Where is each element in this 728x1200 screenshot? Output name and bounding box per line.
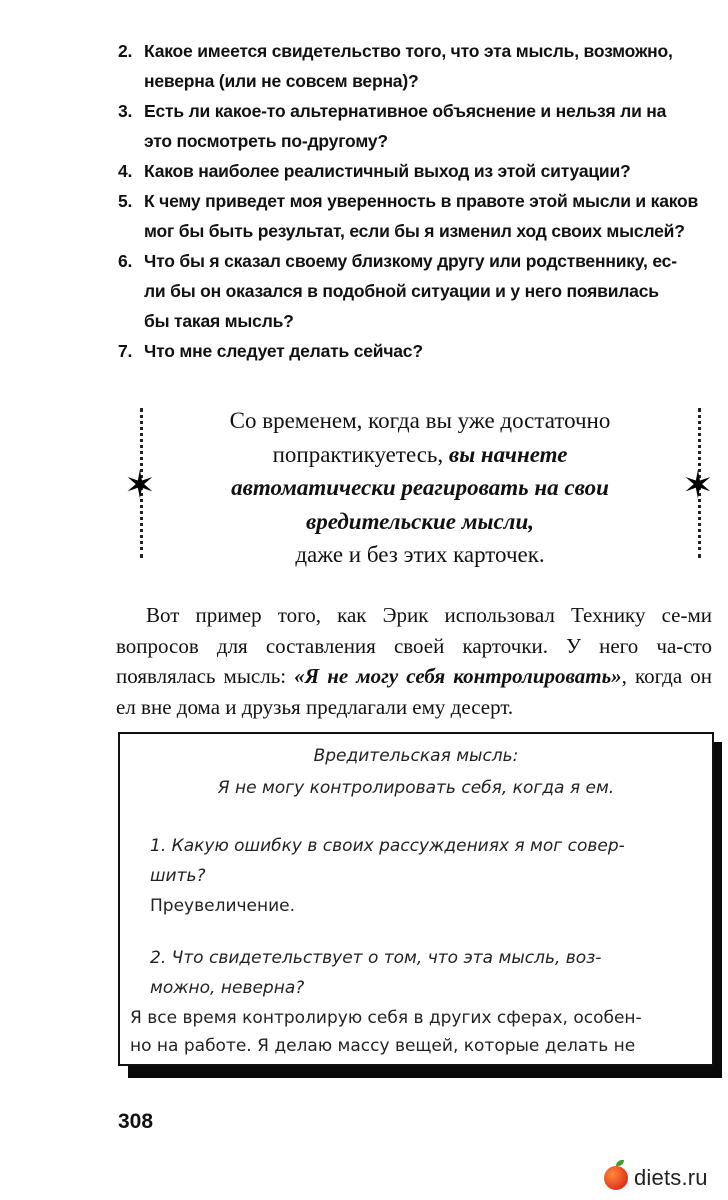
- list-text-line: Что бы я сказал своему близкому другу или родственнику, ес-: [144, 251, 677, 271]
- list-text-line: Какое имеется свидетельство того, что эта мысль, возможно,: [144, 41, 673, 61]
- list-item: [114, 36, 726, 96]
- card-question: шить?: [150, 866, 206, 886]
- callout-emphasis: вредительские мысли,: [305, 508, 535, 534]
- list-number: 3.: [118, 101, 133, 121]
- list-item: [114, 96, 726, 156]
- star-icon: ✶: [124, 463, 156, 507]
- callout-emphasis: вы начнете: [448, 441, 568, 467]
- list-number: 4.: [118, 161, 133, 181]
- list-text-line: К чему приведет моя уверенность в правоте этой мысли и каков: [144, 191, 699, 211]
- thought-card: [118, 732, 714, 1066]
- callout-emphasis: автоматически реагировать на свои: [231, 475, 609, 500]
- list-item: [114, 336, 726, 366]
- body-paragraph: [116, 600, 712, 722]
- paragraph-text: Вот пример того, как Эрик использовал Технику се-ми вопросов для составления своей карточки. У него ча-сто появлялась мысль:: [116, 603, 712, 688]
- list-text-line: бы такая мысль?: [144, 311, 294, 331]
- card-answer: Я все время контролирую себя в других сферах, особен-: [130, 1008, 642, 1028]
- site-watermark: [604, 1160, 726, 1196]
- list-text-line: ли бы он оказался в подобной ситуации и у него появилась: [144, 281, 659, 301]
- card-question: 2. Что свидетельствует о том, что эта мысль, воз-: [150, 948, 602, 968]
- list-text-line: неверна (или не совсем верна)?: [144, 71, 419, 91]
- paragraph-quote: «Я не могу себя контролировать»: [294, 664, 622, 688]
- card-question: 1. Какую ошибку в своих рассуждениях я мог совер-: [150, 836, 625, 856]
- watermark-text: diets.ru: [634, 1165, 708, 1190]
- list-item: [114, 246, 726, 336]
- list-number: 2.: [118, 41, 133, 61]
- card-thought: Я не могу контролировать себя, когда я ем.: [217, 778, 615, 798]
- list-item: [114, 156, 726, 186]
- callout-plain: попрактикуетесь,: [272, 441, 449, 467]
- callout-line: [160, 438, 680, 472]
- card-title: Вредительская мысль:: [313, 746, 519, 766]
- card-question: можно, неверна?: [150, 978, 305, 998]
- list-number: 7.: [118, 341, 133, 361]
- apple-logo-icon: [604, 1166, 628, 1190]
- callout-box: [120, 400, 720, 572]
- list-text-line: это посмотреть по-другому?: [144, 131, 388, 151]
- paragraph-text: , когда он ел вне дома и друзья предлагали ему десерт.: [116, 664, 712, 719]
- page-number: 308: [118, 1110, 154, 1133]
- list-number: 6.: [118, 251, 133, 271]
- callout-line: Со временем, когда вы уже достаточно: [229, 408, 611, 433]
- card-answer: но на работе. Я делаю массу вещей, которые делать не: [130, 1036, 636, 1056]
- star-icon: ✶: [682, 463, 714, 507]
- list-text-line: Есть ли какое-то альтернативное объяснение и нельзя ли на: [144, 101, 667, 121]
- card-answer: Преувеличение.: [150, 896, 296, 916]
- callout-line: даже и без этих карточек.: [295, 542, 545, 567]
- question-list: [114, 36, 726, 366]
- callout-text: [160, 404, 680, 572]
- list-number: 5.: [118, 191, 133, 211]
- list-text-line: Каков наиболее реалистичный выход из этой ситуации?: [144, 161, 631, 181]
- list-text-line: Что мне следует делать сейчас?: [144, 341, 423, 361]
- list-text-line: мог бы быть результат, если бы я изменил ход своих мыслей?: [144, 221, 685, 241]
- list-item: [114, 186, 726, 246]
